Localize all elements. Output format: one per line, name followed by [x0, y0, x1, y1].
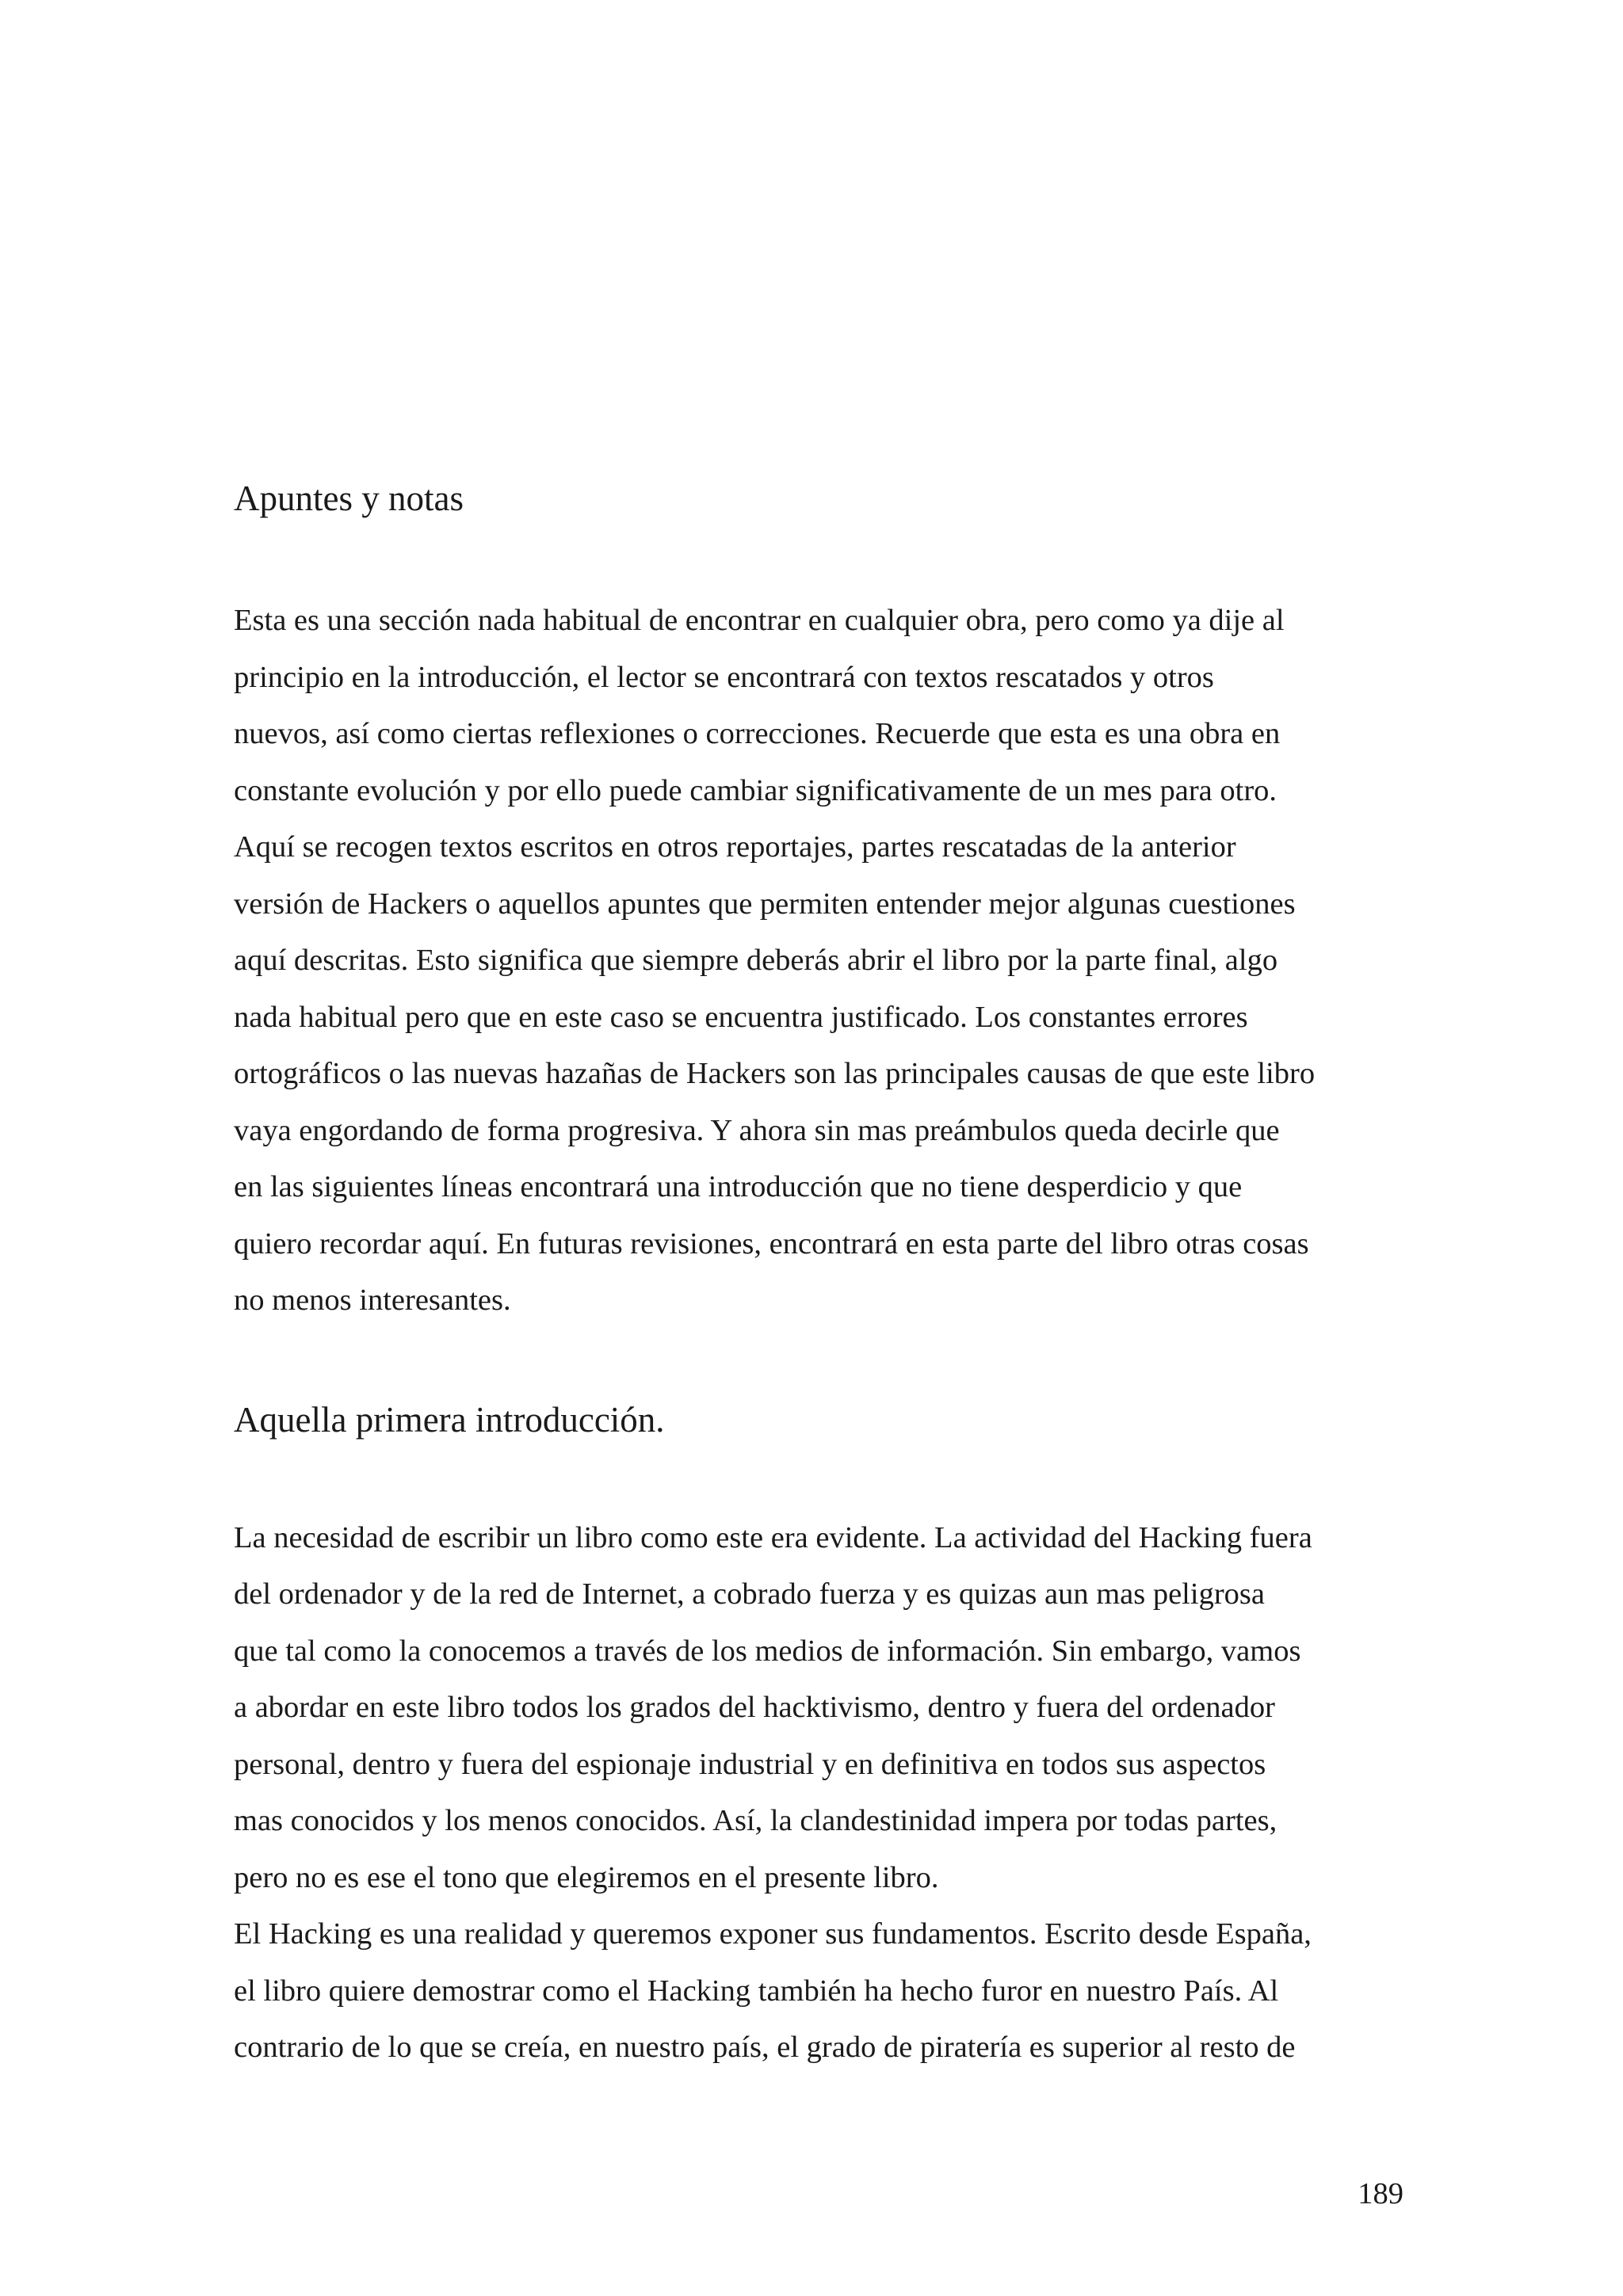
paragraph-line: nada habitual pero que en este caso se encuentra justificado. Los constantes errores: [234, 1001, 1248, 1034]
paragraph-line: del ordenador y de la red de Internet, a cobrado fuerza y es quizas aun mas peligrosa: [234, 1577, 1265, 1611]
paragraph-line: no menos interesantes.: [234, 1283, 511, 1317]
paragraph-line: versión de Hackers o aquellos apuntes que permiten entender mejor algunas cuestiones: [234, 887, 1296, 921]
paragraph-line: principio en la introducción, el lector se encontrará con textos rescatados y otros: [234, 661, 1214, 694]
page-number: 189: [1358, 2177, 1403, 2210]
paragraph-line: a abordar en este libro todos los grados del hacktivismo, dentro y fuera del ordenador: [234, 1691, 1275, 1724]
paragraph-line: pero no es ese el tono que elegiremos en el presente libro.: [234, 1861, 939, 1894]
section-heading-primera-introduccion: Aquella primera introducción.: [234, 1400, 665, 1440]
paragraph-line: que tal como la conocemos a través de los medios de información. Sin embargo, vamos: [234, 1634, 1301, 1668]
paragraph-line: nuevos, así como ciertas reflexiones o correcciones. Recuerde que esta es una obra en: [234, 717, 1281, 750]
paragraph-line: en las siguientes líneas encontrará una introducción que no tiene desperdicio y que: [234, 1170, 1243, 1203]
paragraph-line: personal, dentro y fuera del espionaje industrial y en definitiva en todos sus aspectos: [234, 1748, 1266, 1781]
paragraph-line: aquí descritas. Esto significa que siempre deberás abrir el libro por la parte final, algo: [234, 944, 1278, 977]
paragraph-line: El Hacking es una realidad y queremos exponer sus fundamentos. Escrito desde España,: [234, 1917, 1312, 1951]
paragraph-line: vaya engordando de forma progresiva. Y ahora sin mas preámbulos queda decirle que: [234, 1114, 1280, 1147]
paragraph-line: el libro quiere demostrar como el Hacking también ha hecho furor en nuestro País. Al: [234, 1974, 1279, 2008]
paragraph-line: Esta es una sección nada habitual de encontrar en cualquier obra, pero como ya dije al: [234, 604, 1285, 637]
section-heading-apuntes: Apuntes y notas: [234, 479, 464, 518]
paragraph-line: mas conocidos y los menos conocidos. Así, la clandestinidad impera por todas partes,: [234, 1804, 1277, 1837]
paragraph-line: quiero recordar aquí. En futuras revisiones, encontrará en esta parte del libro otras cosas: [234, 1227, 1309, 1261]
paragraph-line: Aquí se recogen textos escritos en otros reportajes, partes rescatadas de la anterior: [234, 830, 1236, 864]
paragraph-line: La necesidad de escribir un libro como este era evidente. La actividad del Hacking fuera: [234, 1521, 1312, 1554]
paragraph-line: contrario de lo que se creía, en nuestro país, el grado de piratería es superior al resto de: [234, 2031, 1296, 2064]
paragraph-line: constante evolución y por ello puede cambiar significativamente de un mes para otro.: [234, 774, 1277, 807]
paragraph-line: ortográficos o las nuevas hazañas de Hackers son las principales causas de que este libro: [234, 1057, 1316, 1090]
